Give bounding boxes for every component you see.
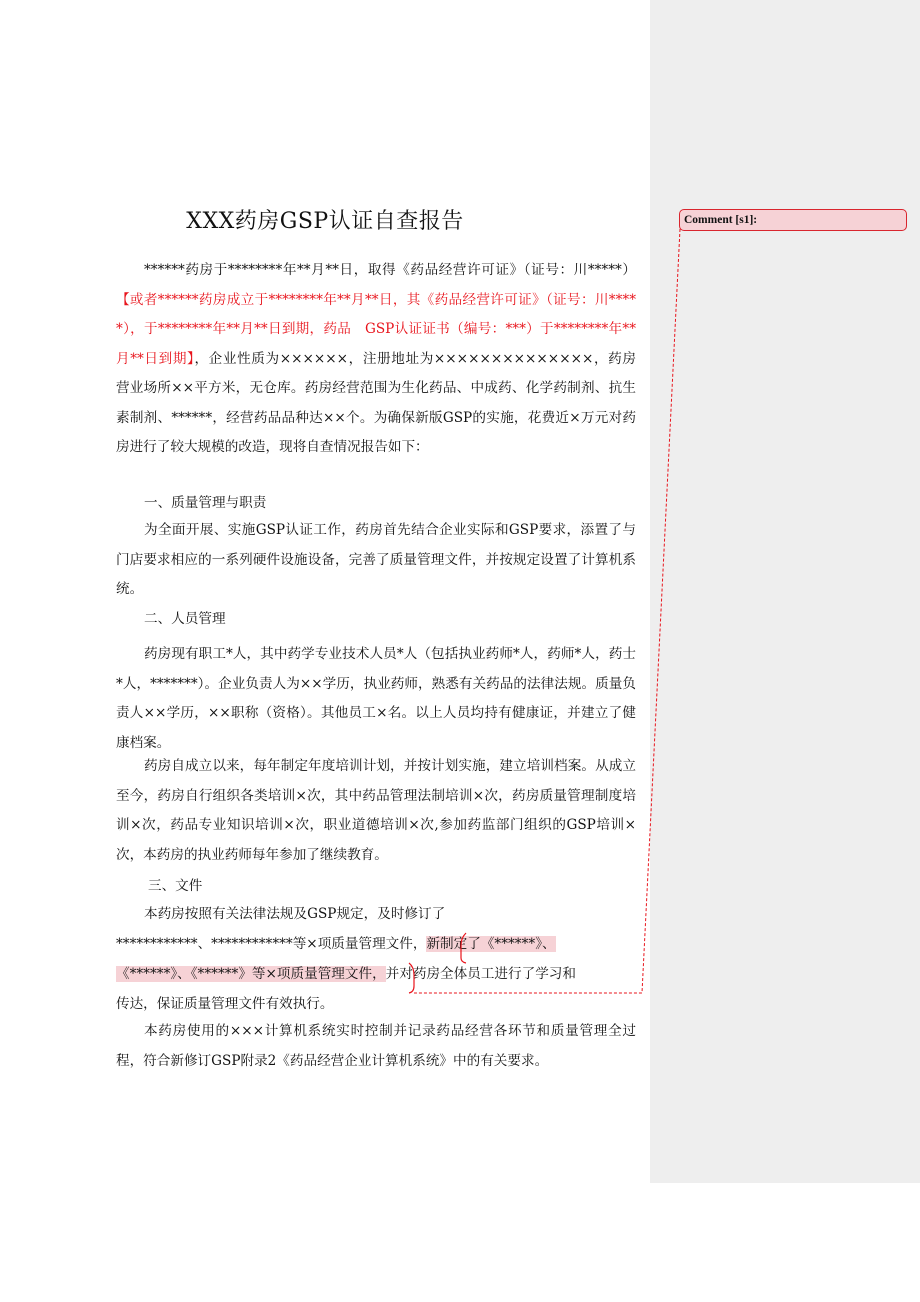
section2-body-2: 药房自成立以来，每年制定年度培训计划，并按计划实施，建立培训档案。从成立至今，药房自行组织各类培训×次，其中药品管理法制培训×次，药房质量管理制度培训×次，药品专业知识培训×次，职业道德培训×次,参加药监部门组织的GSP培训×次，本药房的执业药师每年参加了继续教育。 <box>116 758 636 863</box>
section3-line-3-plain: 并对药房全体员工进行了学习和 <box>385 966 576 982</box>
section2-body-1: 药房现有职工*人，其中药学专业技术人员*人（包括执业药师*人，药师*人，药士*人，*******）。企业负责人为××学历，执业药师，熟悉有关药品的法律法规。质量负责人××学历，××职称（资格）。其他员工×名。以上人员均持有健康证，并建立了健康档案。 <box>116 646 636 751</box>
commented-text-1[interactable]: 新制定了《******》、 <box>426 936 556 952</box>
comment-label: Comment [s1]: <box>684 214 758 226</box>
section2-heading: 二、人员管理 <box>144 611 226 627</box>
section3-line-2-plain: ************、************等×项质量管理文件， <box>116 936 427 952</box>
section1-body: 为全面开展、实施GSP认证工作，药房首先结合企业实际和GSP要求，添置了与门店要求相应的一系列硬件设施设备，完善了质量管理文件，并按规定设置了计算机系统。 <box>116 522 636 597</box>
intro-text-2: ，企业性质为××××××，注册地址为××××××××××××××，药房营业场所××平方米，无仓库。药房经营范围为生化药品、中成药、化学药制剂、抗生素制剂、******，经营药品品种达××个。为确保新版GSP的实施，花费近×万元对药房进行了较大规模的改造，现将自查情况报告如下： <box>116 350 636 455</box>
comment-connector-line <box>414 229 680 993</box>
section3-line-4: 传达，保证质量管理文件有效执行。 <box>116 996 334 1012</box>
section3-heading: 三、文件 <box>148 878 203 894</box>
commented-text-2[interactable]: 《******》、《******》等×项质量管理文件， <box>116 966 386 982</box>
section3-line-1: 本药房按照有关法律法规及GSP规定，及时修订了 <box>144 906 446 922</box>
section3-body-2: 本药房使用的×××计算机系统实时控制并记录药品经营各环节和质量管理全过程，符合新修订GSP附录2《药品经营企业计算机系统》中的有关要求。 <box>116 1023 636 1069</box>
comment-range-end-bracket <box>409 963 414 993</box>
intro-text-1: ******药房于********年**月**日，取得《药品经营许可证》（证号：川*****） <box>144 262 636 278</box>
comment-range-start-bracket <box>461 933 466 963</box>
document-title: XXX药房GSP认证自查报告 <box>186 209 464 234</box>
section1-heading: 一、质量管理与职责 <box>144 495 267 511</box>
revision-note: 【或者******药房成立于********年**月**日，其《药品经营许可证》（证号：川*****），于********年**月**日到期，药品 GSP认证证书（编号：***）于********年**月**日到期】 <box>116 291 636 367</box>
